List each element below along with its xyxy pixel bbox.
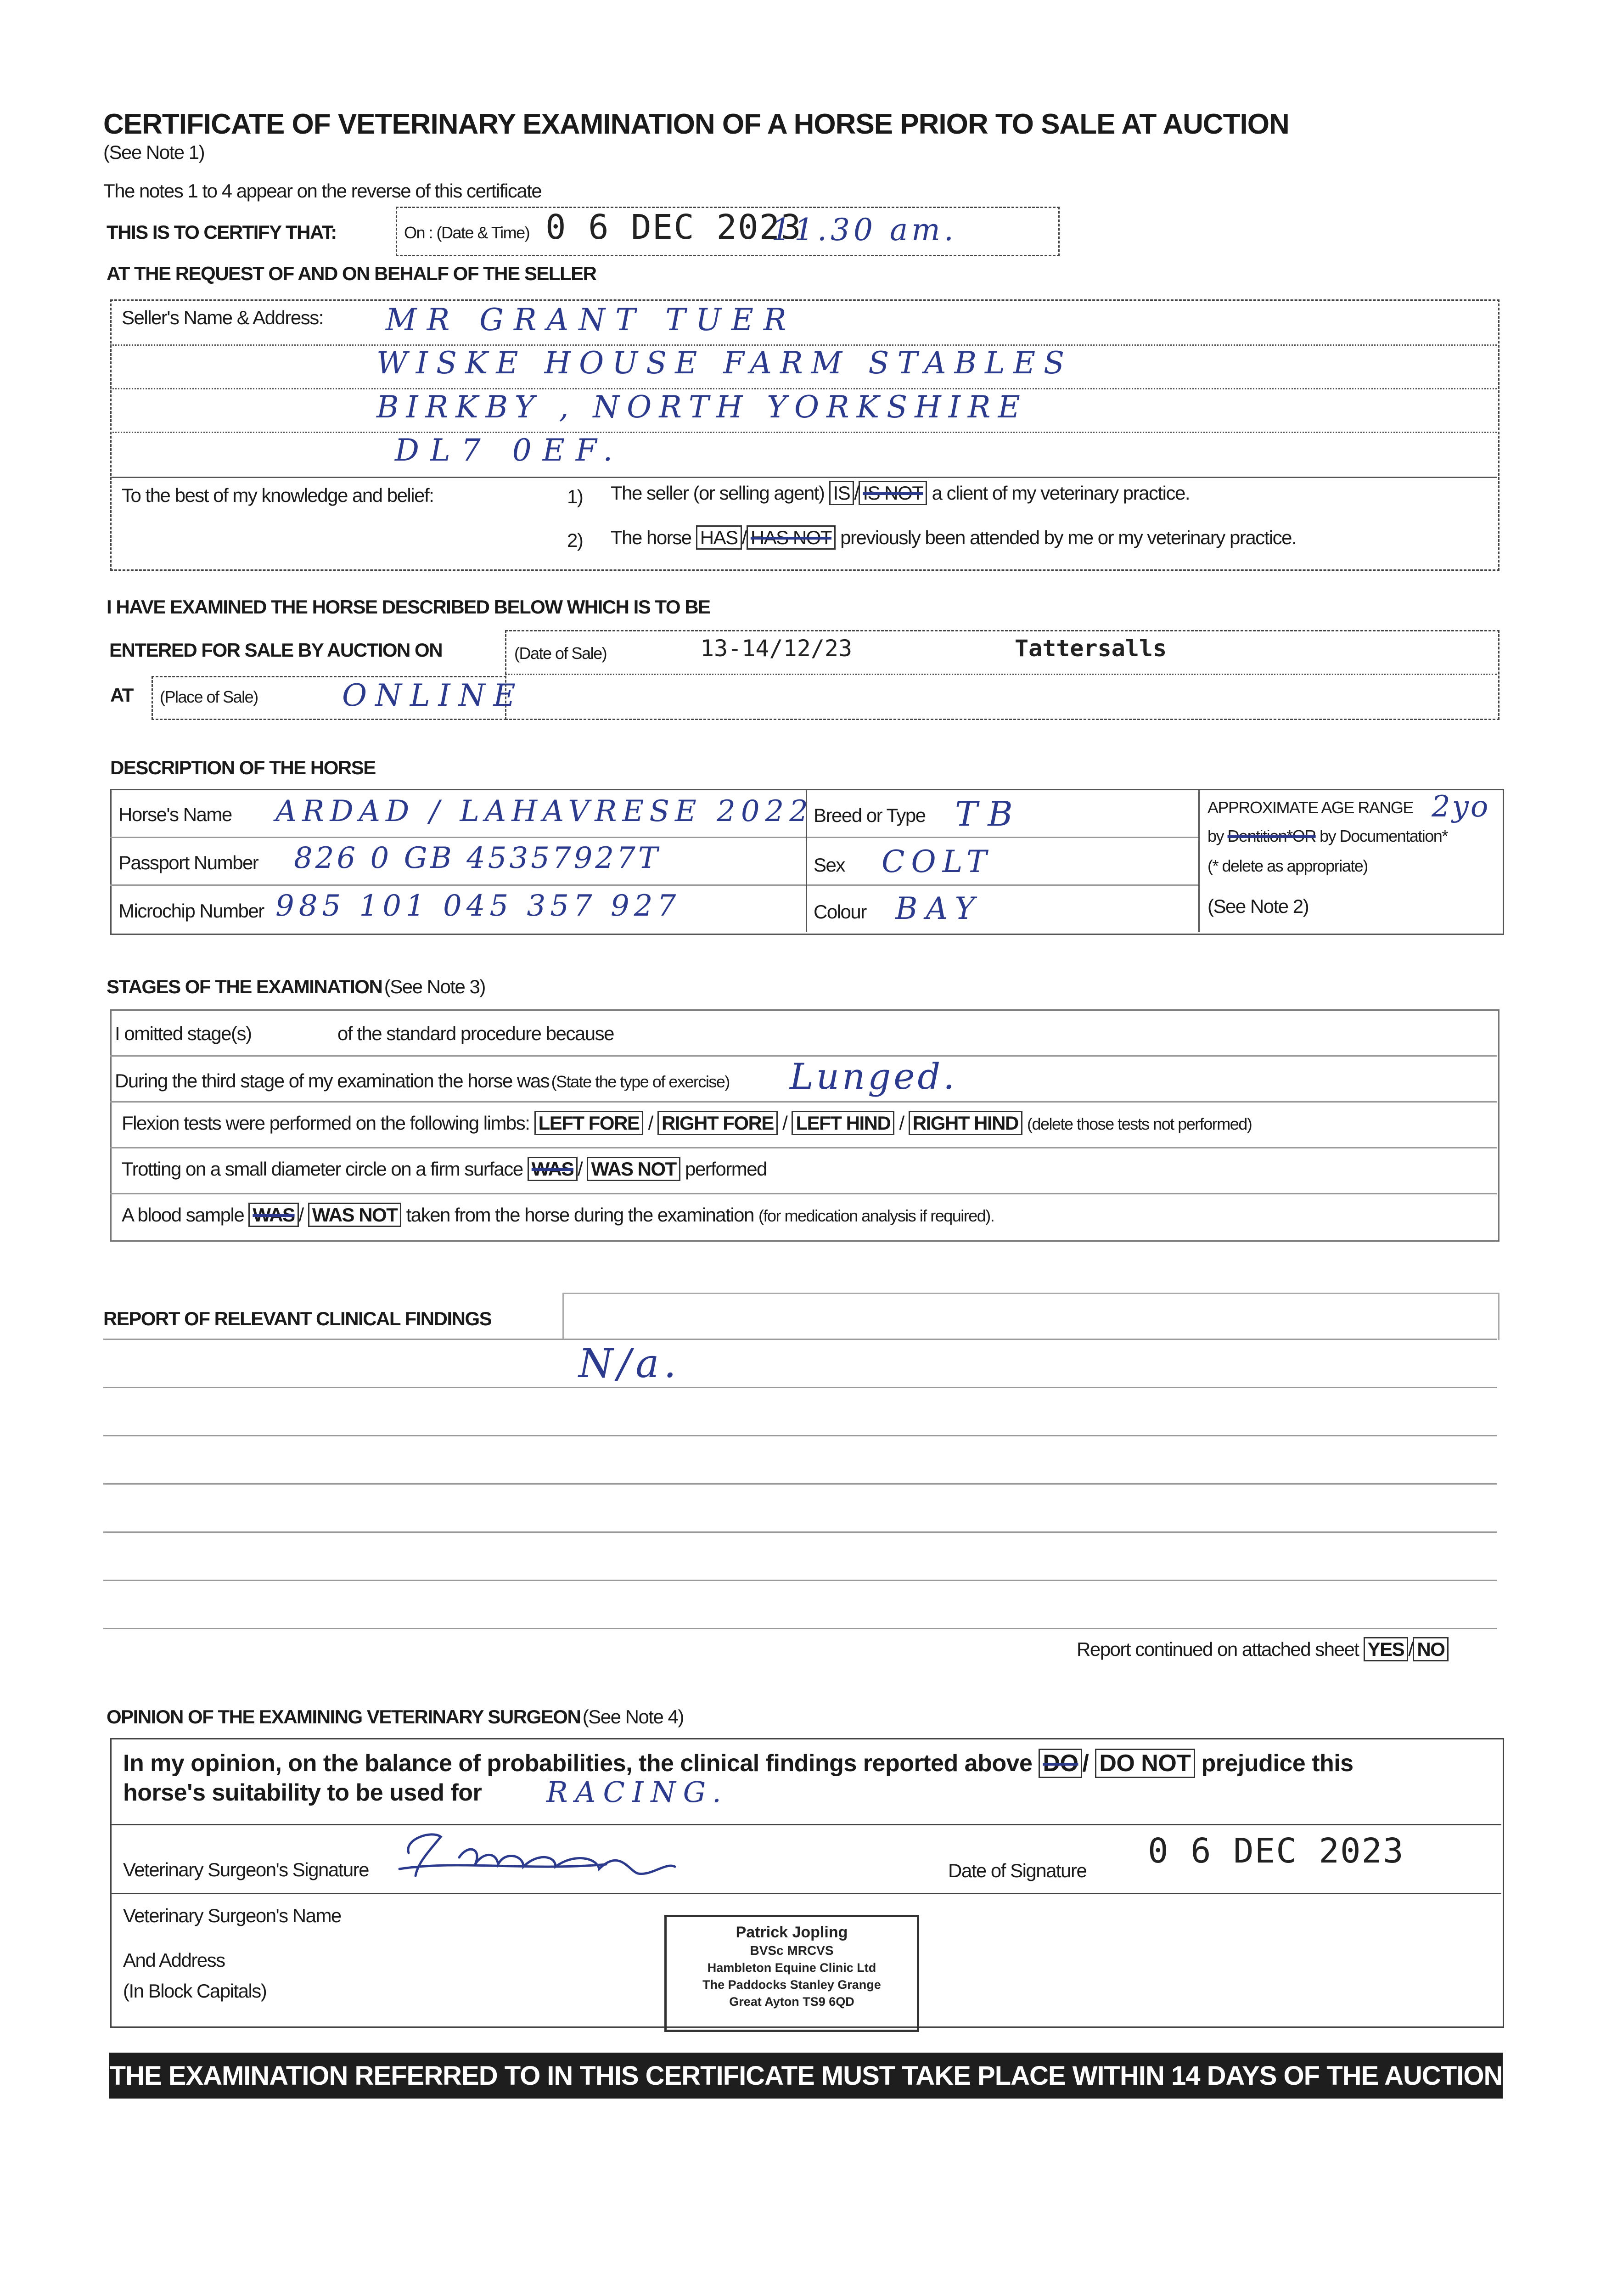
opinion-do-not: DO NOT	[1095, 1749, 1195, 1778]
seller-name: MR GRANT TUER	[386, 302, 797, 338]
blood-row: A blood sample WAS / WAS NOT taken from the horse during the examination (for medication analysis if required).	[122, 1204, 994, 1226]
place-of-sale-value: ONLINE	[342, 678, 524, 713]
age-see-note-2: (See Note 2)	[1207, 895, 1309, 917]
certify-label: THIS IS TO CERTIFY THAT:	[107, 221, 337, 243]
opinion-do: DO	[1039, 1749, 1082, 1778]
findings-box	[562, 1293, 1499, 1340]
seller-name-label: Seller's Name & Address:	[122, 307, 323, 328]
is-not-option: IS NOT	[859, 481, 927, 505]
age-range-value: 2yo	[1432, 790, 1490, 824]
practice-stamp	[664, 1915, 919, 2032]
exam-time: 11.30 am.	[771, 212, 957, 248]
seller-address-2: BIRKBY , NORTH YORKSHIRE	[376, 389, 1028, 425]
date-of-signature-value: 0 6 DEC 2023	[1148, 1831, 1404, 1871]
description-heading: DESCRIPTION OF THE HORSE	[110, 757, 376, 778]
stamp-address-2: Great Ayton TS9 6QD	[729, 1995, 854, 2009]
omitted-stage-rest: of the standard procedure because	[337, 1023, 614, 1044]
findings-value: N/a.	[578, 1341, 681, 1387]
certificate-title: CERTIFICATE OF VETERINARY EXAMINATION OF A HORSE PRIOR TO SALE AT AUCTION	[103, 108, 1289, 140]
horse-name: ARDAD / LAHAVRESE 2022	[275, 794, 814, 828]
opinion-line-2: horse's suitability to be used for	[123, 1779, 482, 1806]
colour-label: Colour	[814, 901, 866, 923]
stages-heading: STAGES OF THE EXAMINATION (See Note 3)	[107, 976, 485, 997]
has-option: HAS	[696, 525, 742, 550]
sale-venue: Tattersalls	[1015, 635, 1167, 662]
signature-image	[390, 1821, 753, 1890]
flex-left-fore: LEFT FORE	[534, 1111, 644, 1135]
findings-heading: REPORT OF RELEVANT CLINICAL FINDINGS	[103, 1308, 492, 1329]
continued-yes: YES	[1364, 1637, 1409, 1661]
entered-heading: ENTERED FOR SALE BY AUCTION ON	[109, 639, 443, 661]
seller-address-3: DL7 0EF.	[395, 433, 624, 468]
omitted-stage-label: I omitted stage(s)	[115, 1023, 252, 1044]
is-option: IS	[829, 481, 854, 505]
sex-label: Sex	[814, 854, 845, 876]
sex-value: COLT	[882, 844, 994, 879]
vet-name-label: Veterinary Surgeon's Name	[123, 1905, 341, 1926]
at-label: AT	[110, 684, 133, 706]
date-of-sale-value: 13-14/12/23	[700, 635, 853, 662]
stamp-vet-name: Patrick Jopling	[736, 1924, 848, 1941]
exam-datetime-label: On : (Date & Time)	[404, 223, 530, 242]
trot-was-not: WAS NOT	[587, 1157, 680, 1181]
vet-address-label: And Address	[123, 1949, 225, 1971]
signature-label: Veterinary Surgeon's Signature	[123, 1859, 369, 1880]
documentation-option: by Documentation*	[1320, 827, 1448, 845]
examined-heading: I HAVE EXAMINED THE HORSE DESCRIBED BELOW WHICH IS TO BE	[107, 596, 710, 618]
age-delete-note: (* delete as appropriate)	[1207, 856, 1368, 875]
item-2-number: 2)	[567, 529, 583, 551]
flex-right-hind: RIGHT HIND	[909, 1111, 1022, 1135]
colour-value: BAY	[895, 891, 983, 926]
opinion-heading: OPINION OF THE EXAMINING VETERINARY SURGEON (See Note 4)	[107, 1706, 684, 1728]
passport-label: Passport Number	[118, 852, 258, 873]
use-value: RACING.	[546, 1775, 729, 1809]
opinion-line-1: In my opinion, on the balance of probabilities, the clinical findings reported above DO / DO NOT prejudice this	[123, 1750, 1353, 1777]
third-stage-row: During the third stage of my examination the horse was (State the type of exercise)	[115, 1070, 730, 1092]
place-of-sale-label: (Place of Sale)	[160, 687, 258, 706]
notes-reverse-line: The notes 1 to 4 appear on the reverse of this certificate	[103, 180, 542, 202]
knowledge-label: To the best of my knowledge and belief:	[122, 484, 434, 506]
flexion-row: Flexion tests were performed on the following limbs: LEFT FORE / RIGHT FORE / LEFT HIND / RIGHT HIND (delete those tests not performed)	[122, 1112, 1252, 1134]
stamp-qualification: BVSc MRCVS	[750, 1943, 834, 1958]
flex-left-hind: LEFT HIND	[792, 1111, 894, 1135]
date-of-sale-label: (Date of Sale)	[514, 644, 607, 663]
trot-was: WAS	[528, 1157, 578, 1181]
blood-was-not: WAS NOT	[308, 1203, 402, 1227]
footer-banner	[109, 2053, 1503, 2099]
has-not-option: HAS NOT	[747, 525, 836, 550]
passport-value: 826 0 GB 45357927T	[294, 841, 661, 875]
microchip-value: 985 101 045 357 927	[275, 889, 681, 923]
item-2-text: The horse HAS / HAS NOT previously been attended by me or my veterinary practice.	[611, 527, 1296, 549]
item-1-number: 1)	[567, 486, 583, 507]
exam-date: 0 6 DEC 2023	[545, 208, 802, 247]
block-capitals-label: (In Block Capitals)	[123, 1980, 267, 2002]
stamp-address-1: The Paddocks Stanley Grange	[702, 1978, 881, 1992]
microchip-label: Microchip Number	[118, 900, 264, 922]
dentition-option: Dentition*OR	[1227, 827, 1316, 845]
stamp-practice: Hambleton Equine Clinic Ltd	[707, 1961, 876, 1975]
blood-was: WAS	[248, 1203, 298, 1227]
breed-label: Breed or Type	[814, 805, 926, 826]
footer-banner-text: THE EXAMINATION REFERRED TO IN THIS CERTIFICATE MUST TAKE PLACE WITHIN 14 DAYS OF THE AUCTION	[109, 2060, 1503, 2091]
breed-value: TB	[955, 794, 1023, 834]
horse-name-label: Horse's Name	[118, 804, 232, 825]
continued-no: NO	[1413, 1637, 1449, 1661]
item-1-text: The seller (or selling agent) IS / IS NOT a client of my veterinary practice.	[611, 482, 1190, 504]
sale-date-box	[505, 630, 1499, 720]
date-of-signature-label: Date of Signature	[948, 1860, 1087, 1881]
age-range-label: APPROXIMATE AGE RANGE	[1207, 798, 1413, 817]
third-stage-value: Lunged.	[790, 1056, 958, 1097]
see-note-1: (See Note 1)	[103, 141, 205, 163]
seller-address-1: WISKE HOUSE FARM STABLES	[376, 345, 1073, 381]
flex-right-fore: RIGHT FORE	[657, 1111, 778, 1135]
request-heading: AT THE REQUEST OF AND ON BEHALF OF THE SELLER	[107, 263, 596, 284]
report-continued-row: Report continued on attached sheet YES / NO	[1077, 1638, 1449, 1660]
age-method: by Dentition*OR by Documentation*	[1207, 827, 1448, 845]
trot-row: Trotting on a small diameter circle on a firm surface WAS / WAS NOT performed	[122, 1158, 767, 1180]
